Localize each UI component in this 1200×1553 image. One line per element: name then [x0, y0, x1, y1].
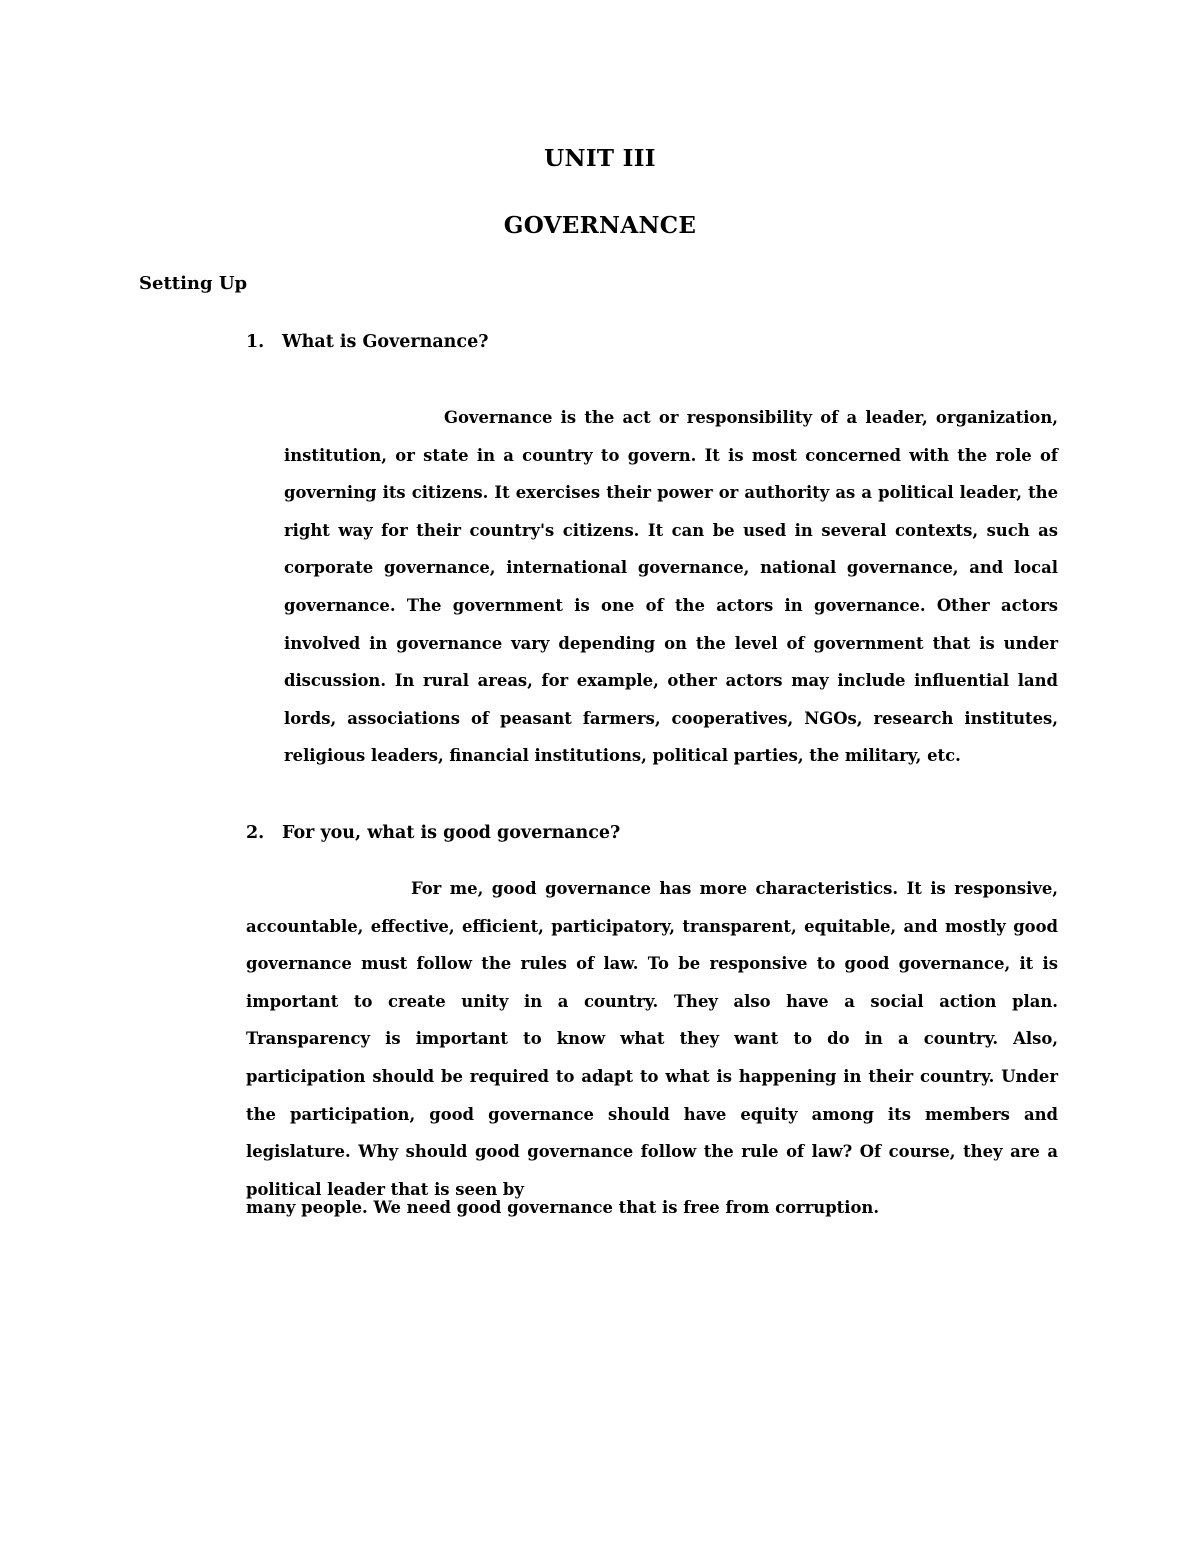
section-heading: Setting Up	[139, 273, 248, 294]
question-number: 1.	[246, 332, 265, 352]
question-2	[246, 823, 620, 843]
page-title: GOVERNANCE	[503, 212, 697, 239]
question-number: 2.	[246, 823, 265, 843]
answer-2-paragraph: For me, good governance has more characteristics. It is responsive, accountable, effective, efficient, participatory, transparent, equitable, and mostly good governance must follow the rules of law. To be responsive to good governance, it is important to create unity in a country. They also have a social action plan. Transparency is important to know what they want to do in a country. Also, participation should be required to adapt to what is happening in their country. Under the participation, good governance should have equity among its members and legislature. Why should good governance follow the rule of law? Of course, they are a political leader that is seen by	[246, 879, 1058, 1199]
unit-heading: UNIT III	[544, 145, 656, 172]
question-text: What is Governance?	[282, 332, 489, 352]
question-text: For you, what is good governance?	[282, 823, 621, 843]
answer-1-paragraph: Governance is the act or responsibility of a leader, organization, institution, or state in a country to govern. It is most concerned with the role of governing its citizens. It exercises their power or authority as a political leader, the right way for their country's citizens. It can be used in several contexts, such as corporate governance, international governance, national governance, and local governance. The government is one of the actors in governance. Other actors involved in governance vary depending on the level of government that is under discussion. In rural areas, for example, other actors may include influential land lords, associations of peasant farmers, cooperatives, NGOs, research institutes, religious leaders, financial institutions, political parties, the military, etc.	[284, 408, 1058, 766]
question-1	[246, 332, 488, 352]
answer-2-continuation: many people. We need good governance that is free from corruption.	[246, 1198, 880, 1217]
